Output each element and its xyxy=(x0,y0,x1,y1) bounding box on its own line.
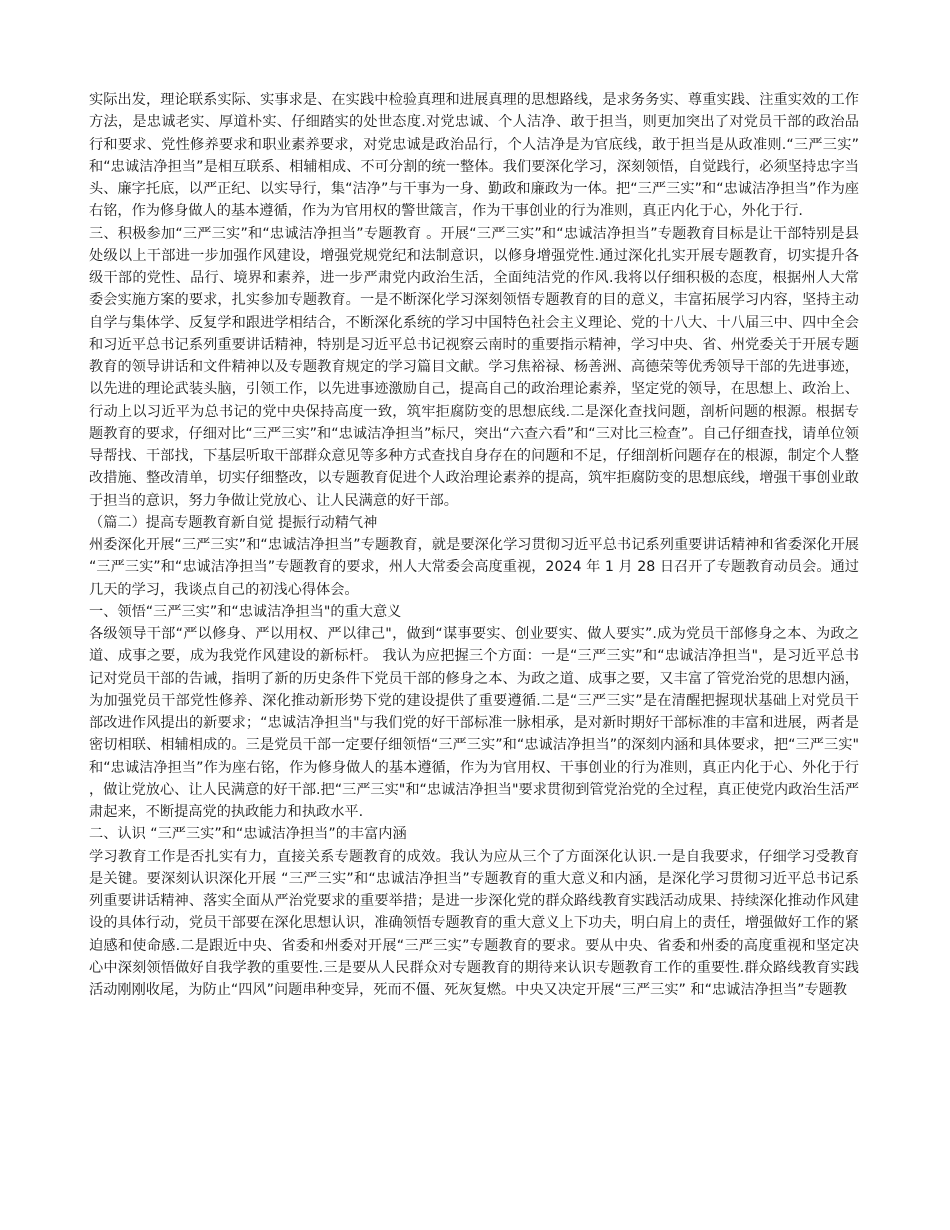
section-heading-one: 一、领悟“三严三实”和“忠诚洁净担当"的重大意义 xyxy=(89,603,402,620)
paragraph-section-three: 三、积极参加“三严三实”和“忠诚洁净担当”专题教育 。开展“三严三实”和“忠诚洁净担当”专题教育目标是让干部特别是县处级以上干部进一步加强作风建设，增强党规党纪和法制意识，以修身增强党性.通过深化扎实开展专题教育，切实提升各级干部的党性、品行、境界和素养，进一步严肃党内政治生活，全面纯洁党的作风.我将以仔细积极的态度，根据州人大常委会实施方案的要求，扎实参加专题教育。一是不断深化学习深刻领悟专题教育的目的意义，丰富拓展学习内容，坚持主动自学与集体学、反复学和跟进学相结合，不断深化系统的学习中国特色社会主义理论、党的十八大、十八届三中、四中全会和习近平总书记系列重要讲话精神，特别是习近平总书记视察云南时的重要指示精神，学习中央、省、州党委关于开展专题教育的领导讲话和文件精神以及专题教育规定的学习篇目文献。学习焦裕禄、杨善洲、高德荣等优秀领导干部的先进事迹，以先进的理论武装头脑，引领工作，以先进事迹激励自己，提高自己的政治理论素养，坚定党的领导，在思想上、政治上、行动上以习近平为总书记的党中央保持高度一致，筑牢拒腐防变的思想底线.二是深化查找问题，剖析问题的根源。根据专题教育的要求，仔细对比“三严三实”和“忠诚洁净担当”标尺，突出“六查六看”和“三对比三检查”。自己仔细查找，请单位领导帮找、干部找，下基层听取干部群众意见等多种方式查找自身存在的问题和不足，仔细剖析问题存在的根源，制定个人整改措施、整改清单，切实仔细整改，以专题教育促进个人政治理论素养的提高，筑牢拒腐防变的思想底线，增强干事创业敢于担当的意识，努力争做让党放心、让人民满意的好干部。 xyxy=(89,225,859,509)
paragraph-section-two: 学习教育工作是否扎实有力，直接关系专题教育的成效。我认为应从三个了方面深化认识.一是自我要求，仔细学习受教育是关键。要深刻认识深化开展 “三严三实”和“忠诚洁净担当”专题教育的重大意义和内涵，是深化学习贯彻习近平总书记系列重要讲话精神、落实全面从严治党要求的重要举措；是进一步深化党的群众路线教育实践活动成果、持续深化推动作风建设的具体行动，党员干部要在深化思想认识，准确领悟专题教育的重大意义上下功夫，明白肩上的责任，增强做好工作的紧迫感和使命感.二是跟近中央、省委和州委对开展“三严三实”专题教育的要求。要从中央、省委和州委的高度重视和坚定决心中深刻领悟做好自我学教的重要性.三是要从人民群众对专题教育的期待来认识专题教育工作的重要性.群众路线教育实践活动刚刚收尾，为防止“四风”问题串种变异，死而不僵、死灰复燃。中央又决定开展“三严三实” 和“忠诚洁净担当”专题教 xyxy=(89,848,859,998)
paragraph-intro-continuation: 实际出发，理论联系实际、实事求是、在实践中检验真理和进展真理的思想路线，是求务务实、尊重实践、注重实效的工作方法，是忠诚老实、厚道朴实、仔细踏实的处世态度.对党忠诚、个人洁净、敢于担当，则更加突出了对党员干部的政治品行和要求、党性修养要求和职业素养要求，对党忠诚是政治品行，个人洁净是为官底线，敢于担当是从政准则.“三严三实”和“忠诚洁净担当”是相互联系、相辅相成、不可分割的统一整体。我们要深化学习，深刻领悟，自觉践行，必须坚持忠字当头、廉字托底，以严正纪、以实导行，集“洁净”与干事为一身、勤政和廉政为一体。把“三严三实”和“忠诚洁净担当”作为座右铭，作为修身做人的基本遵循，作为为官用权的警世箴言，作为干事创业的行为准则，真正内化于心，外化于行. xyxy=(89,92,859,220)
section-heading-two: 二、认识 “三严三实”和“忠诚洁净担当”的丰富内涵 xyxy=(89,826,407,843)
paragraph-part-two-intro: 州委深化开展“三严三实”和“忠诚洁净担当”专题教育，就是要深化学习贯彻习近平总书记系列重要讲话精神和省委深化开展“三严三实”和“忠诚洁净担当”专题教育的要求，州人大常委会高度重视，2024 年 1 月 28 日召开了专题教育动员会。通过几天的学习，我谈点自己的初浅心得体会。 xyxy=(89,537,859,598)
paragraph-section-one: 各级领导干部“严以修身、严以用权、严以律己"，做到“谋事要实、创业要实、做人要实”.成为党员干部修身之本、为政之道、成事之要，成为我党作风建设的新标杆。 我认为应把握三个方面：一是“三严三实”和“忠诚洁净担当"，是习近平总书记对党员干部的告诫，指明了新的历史条件下党员干部的修身之本、为政之道、成事之要，又丰富了管党治党的思想内涵，为加强党员干部党性修养、深化推动新形势下党的建设提供了重要遵循.二是“三严三实”是在清醒把握现状基础上对党员干部改进作风提出的新要求；“忠诚洁净担当"与我们党的好干部标准一脉相承，是对新时期好干部标准的丰富和进展，两者是密切相联、相辅相成的。三是党员干部一定要仔细领悟“三严三实”和“忠诚洁净担当”的深刻内涵和具体要求，把“三严三实"和“忠诚洁净担当”作为座右铭，作为修身做人的基本遵循，作为为官用权、干事创业的行为准则，真正内化于心、外化于行，做让党放心、让人民满意的好干部.把“三严三实"和“忠诚洁净担当"要求贯彻到管党治党的全过程，真正使党内政治生活严肃起来，不断提高党的执政能力和执政水平. xyxy=(89,626,860,820)
article-title-part-two: （篇二）提高专题教育新自觉 提振行动精气神 xyxy=(89,514,378,531)
